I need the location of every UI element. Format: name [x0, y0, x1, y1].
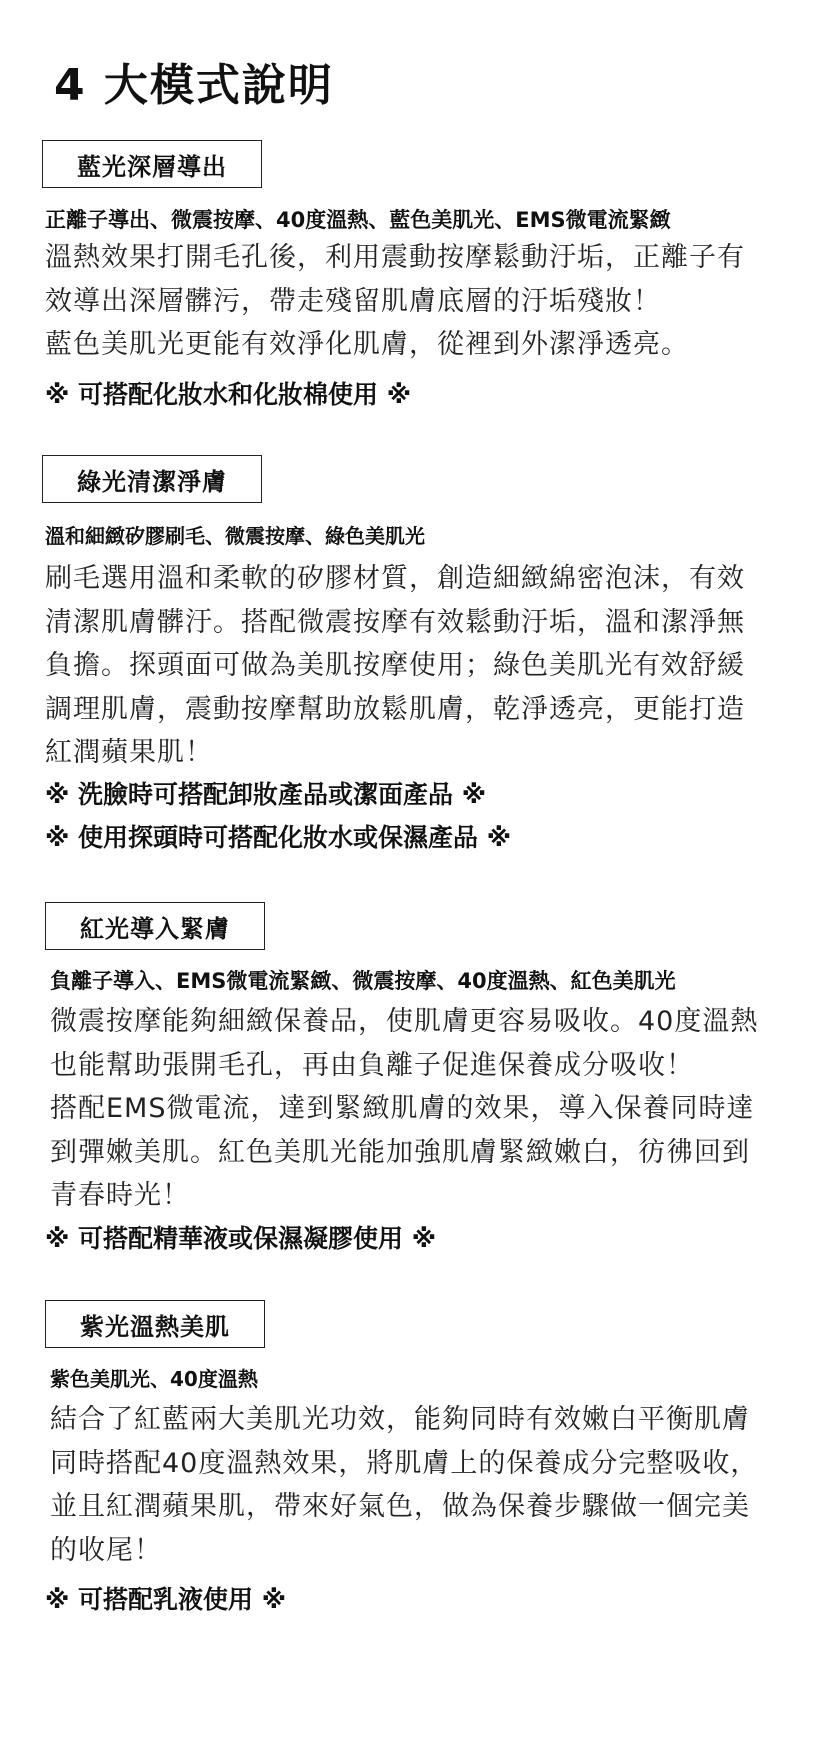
mode-features: 溫和細緻矽膠刷毛、微震按摩、綠色美肌光 — [45, 524, 425, 548]
mode-title-box: 藍光深層導出 — [42, 140, 262, 188]
mode-features: 正離子導出、微震按摩、40度溫熱、藍色美肌光、EMS微電流緊緻 — [45, 208, 671, 232]
usage-note: ※ 可搭配精華液或保濕凝膠使用 ※ — [45, 1224, 437, 1253]
description-line: 藍色美肌光更能有效淨化肌膚，從裡到外潔淨透亮。 — [45, 329, 689, 360]
mode-description — [45, 557, 745, 775]
mode-title-box: 紫光溫熱美肌 — [45, 1300, 265, 1348]
description-line: 同時搭配40度溫熱效果，將肌膚上的保養成分完整吸收， — [50, 1447, 759, 1479]
description-line: 紅潤蘋果肌！ — [45, 737, 213, 768]
description-line: 結合了紅藍兩大美肌光功效，能夠同時有效嫩白平衡肌膚 — [50, 1404, 750, 1435]
description-line: 的收尾！ — [50, 1534, 162, 1566]
page-title: 4 大模式說明 — [54, 60, 334, 111]
usage-note: ※ 洗臉時可搭配卸妝產品或潔面產品 ※ — [45, 780, 487, 809]
mode-title-box: 紅光導入緊膚 — [45, 902, 265, 950]
description-line: 清潔肌膚髒汙。搭配微震按摩有效鬆動汙垢，溫和潔淨無 — [45, 606, 745, 638]
mode-title-box: 綠光清潔淨膚 — [42, 455, 262, 503]
description-line: 青春時光！ — [50, 1180, 190, 1211]
mode-description — [50, 1398, 758, 1572]
mode-features: 負離子導入、EMS微電流緊緻、微震按摩、40度溫熱、紅色美肌光 — [50, 969, 676, 993]
description-line: 並且紅潤蘋果肌，帶來好氣色，做為保養步驟做一個完美 — [50, 1491, 750, 1522]
description-line: 到彈嫩美肌。紅色美肌光能加強肌膚緊緻嫩白，彷彿回到 — [50, 1136, 750, 1168]
usage-note: ※ 可搭配乳液使用 ※ — [45, 1585, 287, 1614]
description-line: 調理肌膚，震動按摩幫助放鬆肌膚，乾淨透亮，更能打造 — [45, 693, 745, 725]
mode-description — [50, 1000, 758, 1218]
mode-features: 紫色美肌光、40度溫熱 — [50, 1367, 258, 1391]
description-line: 溫熱效果打開毛孔後，利用震動按摩鬆動汙垢，正離子有 — [45, 242, 745, 273]
mode-description — [45, 236, 745, 367]
description-line: 負擔。探頭面可做為美肌按摩使用；綠色美肌光有效舒緩 — [45, 650, 745, 681]
description-line: 搭配EMS微電流，達到緊緻肌膚的效果，導入保養同時達 — [50, 1093, 755, 1124]
usage-note: ※ 可搭配化妝水和化妝棉使用 ※ — [45, 380, 412, 409]
description-line: 也能幫助張開毛孔，再由負離子促進保養成分吸收！ — [50, 1049, 694, 1081]
description-line: 效導出深層髒污，帶走殘留肌膚底層的汙垢殘妝！ — [45, 285, 661, 317]
usage-note: ※ 使用探頭時可搭配化妝水或保濕產品 ※ — [45, 823, 512, 852]
description-line: 刷毛選用溫和柔軟的矽膠材質，創造細緻綿密泡沫，有效 — [45, 563, 745, 594]
description-line: 微震按摩能夠細緻保養品，使肌膚更容易吸收。40度溫熱 — [50, 1006, 759, 1037]
